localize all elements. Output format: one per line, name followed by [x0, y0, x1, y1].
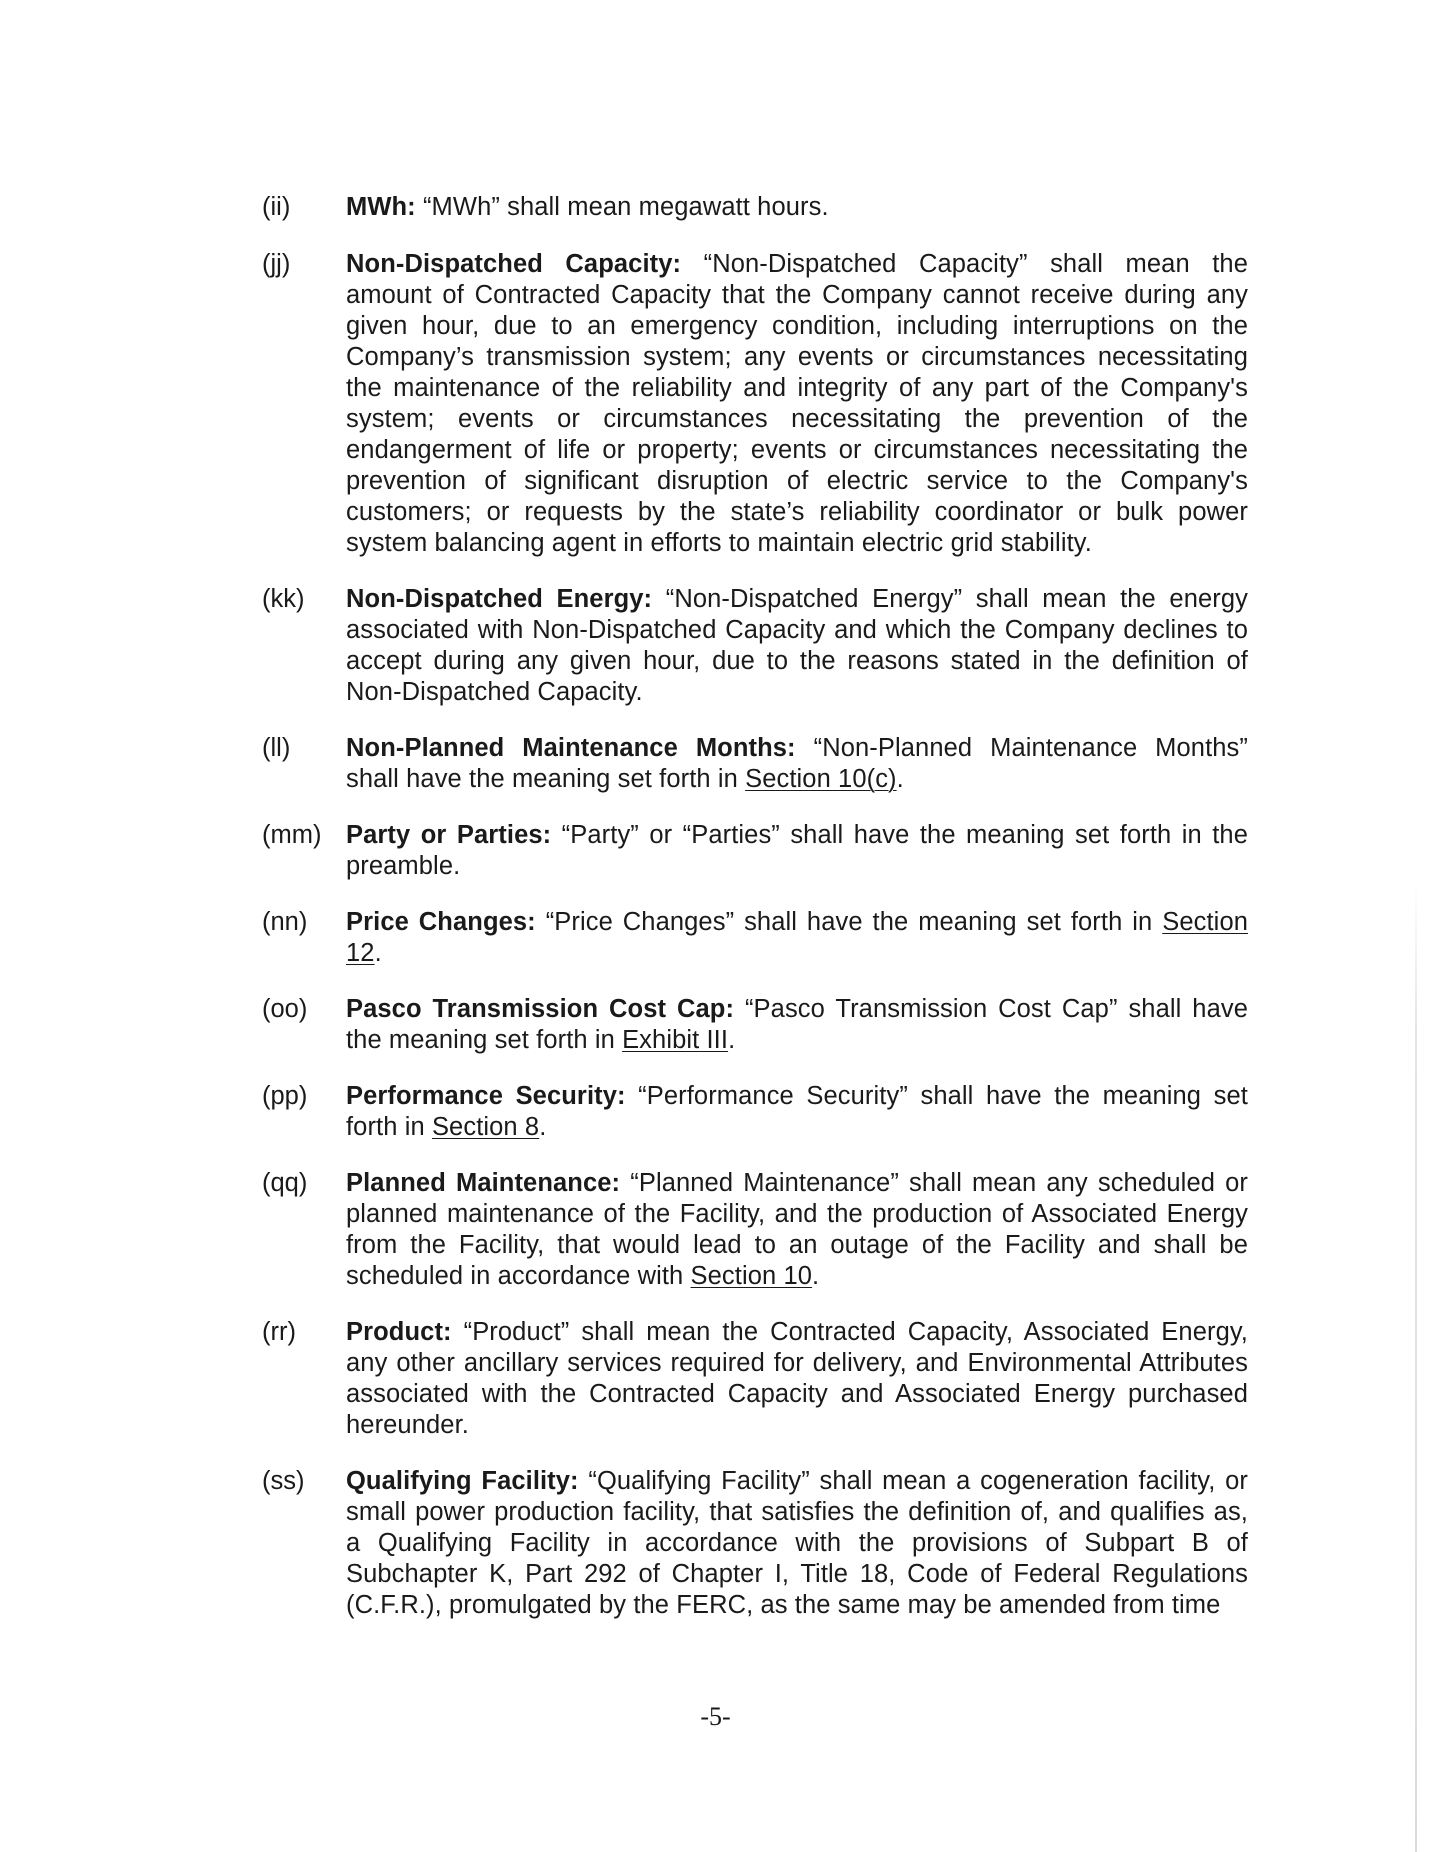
definition-item — [262, 584, 1248, 708]
section-reference-link[interactable]: Section 10 — [690, 1262, 813, 1290]
definition-marker: (qq) — [262, 1169, 308, 1197]
definition-term: Non-Dispatched Energy: — [346, 585, 653, 613]
definition-text: “Price Changes” shall have the meaning set forth in — [535, 908, 1163, 936]
definition-body — [346, 1168, 1248, 1292]
definition-term: Non-Planned Maintenance Months: — [346, 734, 796, 762]
definition-marker: (nn) — [262, 908, 308, 936]
definition-term: Party or Parties: — [346, 821, 552, 849]
definition-body — [346, 733, 1248, 795]
definition-item — [262, 820, 1248, 882]
definition-marker: (jj) — [262, 250, 291, 278]
definition-body — [346, 907, 1248, 969]
definition-body — [346, 249, 1248, 559]
definitions-list — [262, 192, 1248, 1621]
definition-text: “Non-Dispatched Capacity” shall mean the amount of Contracted Capacity that the Company cannot receive during any given hour, due to an emergency condition, including interruptions on the Company’s transmission system; any events or circumstances necessitating the maintenance of the reliability and integrity of any part of the Company's system; events or circumstances necessitating the prevention of the endangerment of life or property; events or circumstances necessitating the prevention of significant disruption of electric service to the Company's customers; or requests by the state’s reliability coordinator or bulk power system balancing agent in efforts to maintain electric grid stability. — [346, 250, 1248, 557]
definition-marker: (ii) — [262, 193, 291, 221]
definition-term: Pasco Transmission Cost Cap: — [346, 995, 735, 1023]
section-reference-link[interactable]: Section 10(c) — [745, 765, 897, 793]
definition-item — [262, 994, 1248, 1056]
definition-item — [262, 1168, 1248, 1292]
definition-marker: (kk) — [262, 585, 305, 613]
definition-body — [346, 584, 1248, 708]
definition-text: “Product” shall mean the Contracted Capacity, Associated Energy, any other ancillary services required for delivery, and Environmental Attributes associated with the Contracted Capacity and Associated Energy purchased hereunder. — [346, 1318, 1248, 1439]
definition-body — [346, 1317, 1248, 1441]
definition-item — [262, 249, 1248, 559]
definition-marker: (mm) — [262, 821, 322, 849]
definition-term: Qualifying Facility: — [346, 1467, 579, 1495]
page-number: -5- — [700, 1702, 731, 1731]
definition-text: “Planned Maintenance” shall mean any scheduled or planned maintenance of the Facility, and the production of Associated Energy from the Facility, that would lead to an outage of the Facility and shall be scheduled in accordance with — [346, 1169, 1248, 1290]
definition-item — [262, 1466, 1248, 1621]
definition-marker: (ll) — [262, 734, 291, 762]
definition-text-end: . — [374, 939, 382, 967]
definition-text-end: . — [728, 1026, 736, 1054]
definition-body — [346, 994, 1248, 1056]
definition-item — [262, 192, 1248, 223]
definition-body — [346, 820, 1248, 882]
definition-text-end: . — [896, 765, 904, 793]
definition-term: Performance Security: — [346, 1082, 626, 1110]
section-reference-link[interactable]: Section 12 — [346, 908, 1249, 967]
definition-marker: (ss) — [262, 1467, 305, 1495]
definition-text: “Performance Security” shall have the meaning set forth in — [346, 1082, 1248, 1141]
definition-text: “Non-Planned Maintenance Months” shall have the meaning set forth in — [346, 734, 1248, 793]
definition-item — [262, 1081, 1248, 1143]
definition-term: Price Changes: — [346, 908, 536, 936]
definition-term: Product: — [346, 1318, 452, 1346]
definition-body — [346, 192, 1248, 223]
definition-text: “Qualifying Facility” shall mean a cogeneration facility, or small power production facility, that satisfies the definition of, and qualifies as, a Qualifying Facility in accordance with the provisions of Subpart B of Subchapter K, Part 292 of Chapter I, Title 18, Code of Federal Regulations (C.F.R.), promulgated by the FERC, as the same may be amended from time — [346, 1467, 1248, 1619]
definition-marker: (rr) — [262, 1318, 296, 1346]
definition-term: Planned Maintenance: — [346, 1169, 621, 1197]
definition-text: “MWh” shall mean megawatt hours. — [415, 193, 829, 221]
definition-marker: (oo) — [262, 995, 308, 1023]
definition-body — [346, 1466, 1248, 1621]
definition-text: “Pasco Transmission Cost Cap” shall have the meaning set forth in — [346, 995, 1248, 1054]
definition-text: “Party” or “Parties” shall have the meaning set forth in the preamble. — [346, 821, 1248, 880]
definition-item — [262, 733, 1248, 795]
definition-term: Non-Dispatched Capacity: — [346, 250, 682, 278]
definition-text-end: . — [812, 1262, 820, 1290]
definition-text: “Non-Dispatched Energy” shall mean the energy associated with Non-Dispatched Capacity and which the Company declines to accept during any given hour, due to the reasons stated in the definition of Non-Dispatched Capacity. — [346, 585, 1249, 706]
definition-marker: (pp) — [262, 1082, 308, 1110]
definition-body — [346, 1081, 1248, 1143]
definition-term: MWh: — [346, 193, 416, 221]
section-reference-link[interactable]: Section 8 — [431, 1113, 540, 1141]
definition-item — [262, 1317, 1248, 1441]
definition-item — [262, 907, 1248, 969]
definition-text-end: . — [539, 1113, 547, 1141]
exhibit-reference-link[interactable]: Exhibit III — [622, 1026, 729, 1054]
